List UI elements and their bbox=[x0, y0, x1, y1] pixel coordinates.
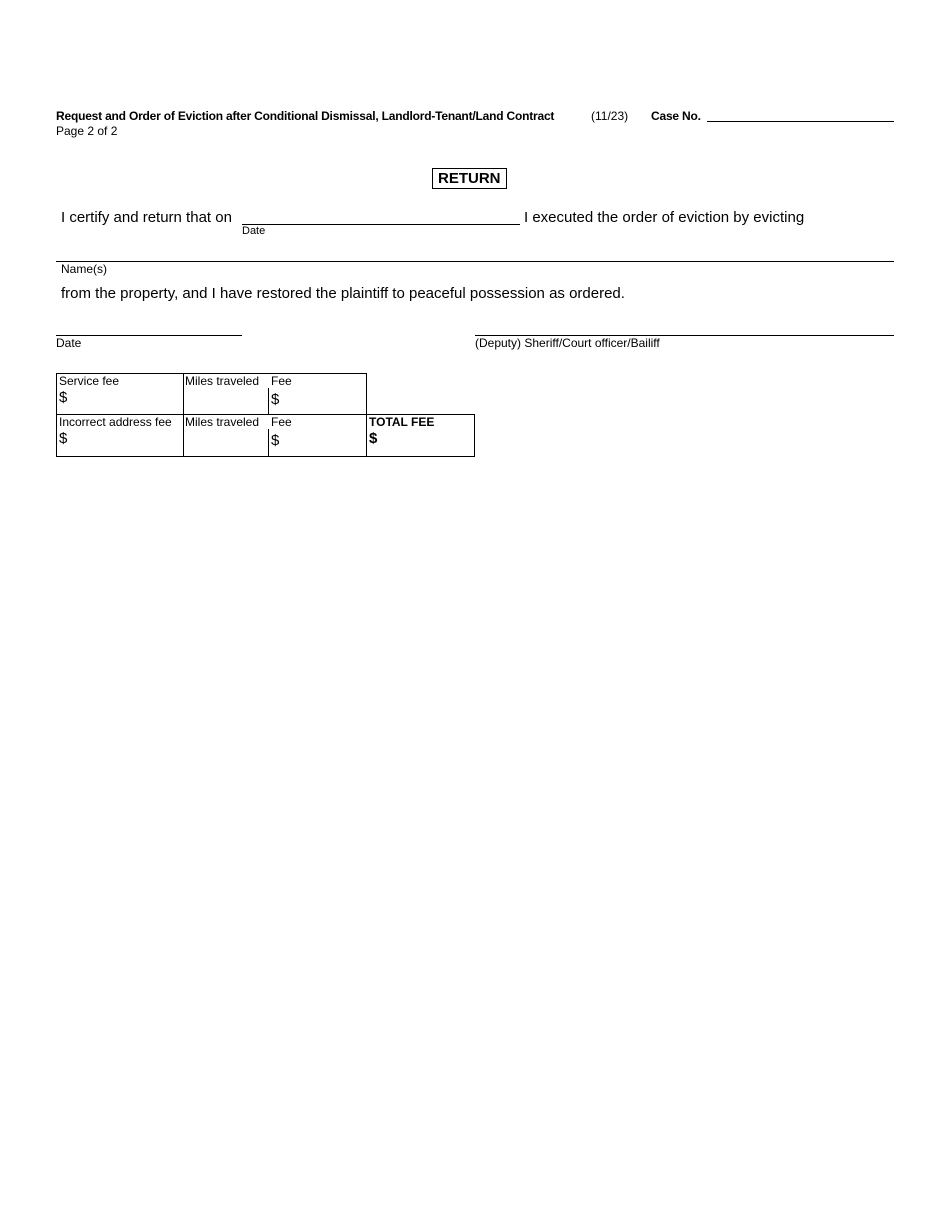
officer-caption: (Deputy) Sheriff/Court officer/Bailiff bbox=[475, 336, 660, 350]
form-version: (11/23) bbox=[591, 109, 629, 123]
incorrect-miles-fee-cell[interactable] bbox=[183, 414, 367, 457]
page-number: Page 2 of 2 bbox=[56, 124, 118, 138]
incorrect-address-fee-label: Incorrect address fee bbox=[59, 415, 172, 429]
restored-text: from the property, and I have restored the plaintiff to peaceful possession as ordered. bbox=[61, 285, 625, 302]
total-fee-cell[interactable] bbox=[366, 414, 475, 457]
form-title: Request and Order of Eviction after Conditional Dismissal, Landlord-Tenant/Land Contract bbox=[56, 109, 555, 123]
incorrect-fee-amount-currency: $ bbox=[271, 432, 280, 449]
service-fee-amount-currency: $ bbox=[271, 391, 280, 408]
total-fee-label: TOTAL FEE bbox=[369, 415, 435, 429]
service-fee-amount-label: Fee bbox=[271, 374, 292, 388]
officer-signature-input[interactable] bbox=[475, 318, 894, 336]
service-miles-label: Miles traveled bbox=[185, 374, 260, 388]
service-fee-currency: $ bbox=[59, 389, 68, 406]
incorrect-address-fee-cell[interactable] bbox=[56, 414, 184, 457]
service-fee-cell[interactable] bbox=[56, 373, 184, 415]
divider bbox=[268, 388, 269, 415]
execution-date-input[interactable] bbox=[242, 209, 520, 225]
date-caption: Date bbox=[242, 225, 266, 237]
signature-date-input[interactable] bbox=[56, 318, 242, 336]
executed-text: I executed the order of eviction by evicting bbox=[524, 209, 805, 226]
certify-text: I certify and return that on bbox=[61, 209, 232, 226]
service-fee-label: Service fee bbox=[59, 374, 120, 388]
case-no-label: Case No. bbox=[651, 109, 701, 123]
service-miles-fee-cell[interactable] bbox=[183, 373, 367, 415]
incorrect-fee-amount-label: Fee bbox=[271, 415, 292, 429]
total-fee-currency: $ bbox=[369, 430, 378, 447]
signature-date-caption: Date bbox=[56, 336, 82, 350]
divider bbox=[268, 429, 269, 457]
return-title: RETURN bbox=[432, 168, 507, 189]
names-caption: Name(s) bbox=[61, 262, 108, 276]
names-input[interactable] bbox=[56, 244, 894, 262]
case-no-input[interactable] bbox=[707, 107, 894, 122]
incorrect-address-currency: $ bbox=[59, 430, 68, 447]
incorrect-miles-label: Miles traveled bbox=[185, 415, 260, 429]
